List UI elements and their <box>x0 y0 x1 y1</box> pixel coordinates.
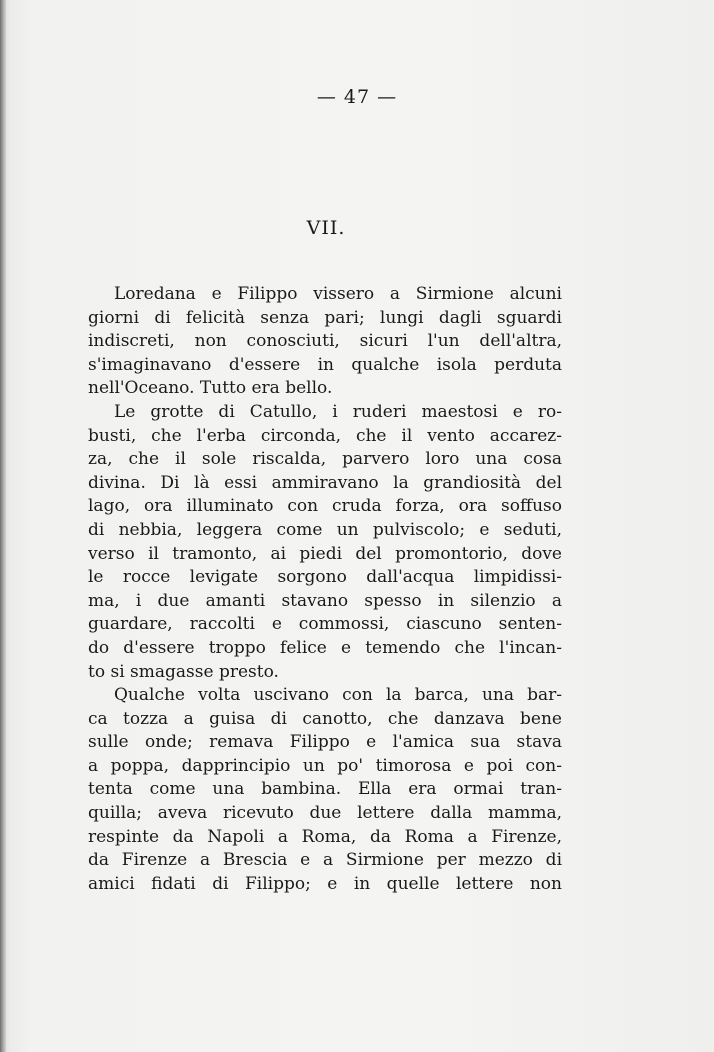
text-line: do d'essere troppo felice e temendo che l'incan- <box>88 637 562 658</box>
text-line: sulle onde; remava Filippo e l'amica sua stava <box>88 732 562 753</box>
text-line: guardare, raccolti e commossi, ciascuno senten- <box>88 614 562 635</box>
text-line: quilla; aveva ricevuto due lettere dalla mamma, <box>88 803 562 824</box>
body-text <box>88 283 562 896</box>
text-line: Loredana e Filippo vissero a Sirmione alcuni <box>114 284 562 304</box>
text-line: s'imaginavano d'essere in qualche isola perduta <box>88 354 562 375</box>
text-line: divina. Di là essi ammiravano la grandiosità del <box>88 472 562 493</box>
text-line: di nebbia, leggera come un pulviscolo; e seduti, <box>88 519 562 540</box>
chapter-title: VII. <box>306 217 346 239</box>
text-line: za, che il sole riscalda, parvero loro una cosa <box>88 449 562 470</box>
book-spine-edge <box>0 0 6 1052</box>
text-line: busti, che l'erba circonda, che il vento accarez- <box>88 425 562 446</box>
text-line: giorni di felicità senza pari; lungi dagli sguardi <box>88 307 562 328</box>
text-line: ma, i due amanti stavano spesso in silenzio a <box>88 590 562 611</box>
text-line: lago, ora illuminato con cruda forza, ora soffuso <box>88 496 562 517</box>
page-number: — 47 — <box>316 86 398 108</box>
text-line: ca tozza a guisa di canotto, che danzava bene <box>88 708 562 729</box>
text-line: amici fidati di Filippo; e in quelle lettere non <box>88 873 562 894</box>
text-line: da Firenze a Brescia e a Sirmione per mezzo di <box>88 850 562 871</box>
text-line: respinte da Napoli a Roma, da Roma a Firenze, <box>88 826 562 847</box>
text-line: le rocce levigate sorgono dall'acqua limpidissi- <box>88 567 562 588</box>
text-line: nell'Oceano. Tutto era bello. <box>88 378 333 399</box>
text-line: indiscreti, non conosciuti, sicuri l'un dell'altra, <box>88 331 562 352</box>
text-line: a poppa, dapprincipio un po' timorosa e poi con- <box>88 755 562 776</box>
text-line: to si smagasse presto. <box>88 661 279 682</box>
text-line: Le grotte di Catullo, i ruderi maestosi e ro- <box>114 401 562 422</box>
text-line: Qualche volta uscivano con la barca, una bar- <box>114 685 562 706</box>
text-line: verso il tramonto, ai piedi del promontorio, dove <box>88 543 562 564</box>
text-line: tenta come una bambina. Ella era ormai tran- <box>88 779 562 800</box>
